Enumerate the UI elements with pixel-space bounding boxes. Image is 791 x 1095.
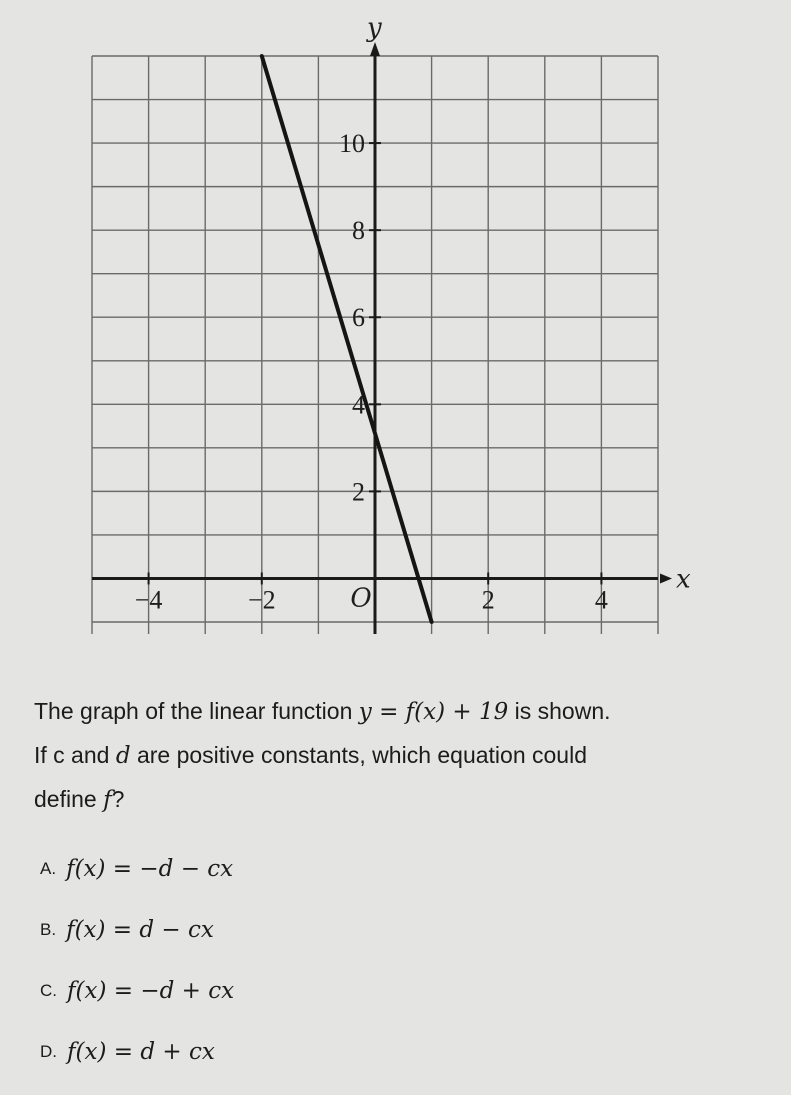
origin-label: O [350, 583, 372, 614]
y-tick-label: 4 [352, 390, 365, 420]
question-text-segment: are positive constants, which equation could [130, 742, 588, 768]
choice-b[interactable] [40, 899, 234, 960]
choice-letter: C. [40, 980, 57, 1000]
y-tick-label: 2 [352, 477, 365, 507]
choice-a[interactable] [40, 838, 234, 899]
function-name-f: f [103, 787, 112, 813]
y-axis-arrow [370, 42, 380, 56]
answer-choices [40, 838, 234, 1082]
question-text-segment: is shown. [508, 698, 611, 724]
function-expression: y = f(x) + 19 [358, 699, 509, 725]
question-text [34, 690, 784, 822]
question-line-1 [34, 690, 784, 734]
choice-equation: f(x) = −d + cx [67, 977, 235, 1004]
x-axis-label: x [676, 564, 691, 595]
choice-d[interactable] [40, 1021, 234, 1082]
choice-letter: D. [40, 1041, 57, 1061]
question-text-segment: define [34, 786, 104, 812]
x-tick-label: 4 [594, 585, 608, 615]
question-text-segment: The graph of the linear function [34, 698, 359, 724]
choice-equation: f(x) = −d − cx [66, 855, 234, 882]
y-tick-label: 10 [339, 129, 365, 159]
constant-c: c [53, 742, 65, 768]
choice-letter: B. [40, 919, 57, 939]
choice-letter: A. [40, 858, 57, 878]
question-text-segment: ? [111, 786, 125, 812]
y-tick-label: 6 [352, 303, 365, 333]
x-tick-label: −4 [134, 585, 163, 615]
choice-equation: f(x) = d + cx [67, 1038, 215, 1065]
y-tick-label: 8 [352, 216, 365, 246]
choice-equation: f(x) = d − cx [66, 916, 214, 943]
y-axis-label: y [367, 13, 382, 43]
question-line-3 [34, 778, 784, 822]
x-tick-label: 2 [481, 585, 495, 615]
constant-d: d [115, 743, 131, 769]
x-axis-arrow [660, 573, 672, 583]
question-text-segment: and [64, 742, 116, 768]
choice-c[interactable] [40, 960, 234, 1021]
x-tick-label: −2 [247, 585, 276, 615]
question-text-segment: If [34, 742, 54, 768]
question-line-2 [34, 734, 784, 778]
